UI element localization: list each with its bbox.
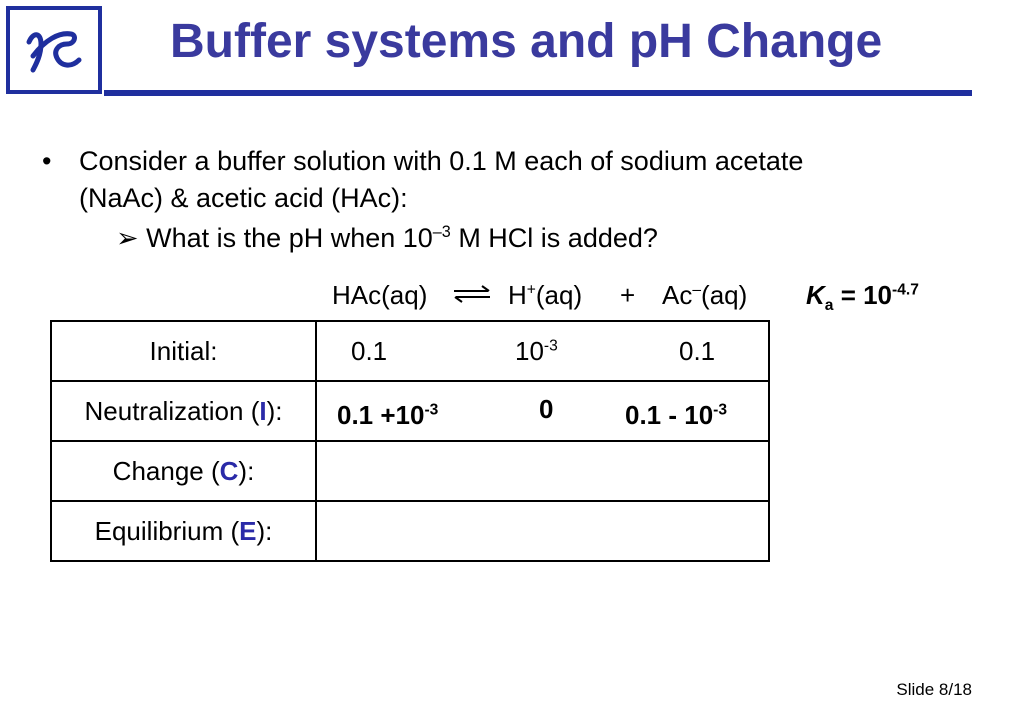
row-label-suffix: ): <box>266 395 283 426</box>
h-symbol: H <box>508 280 527 310</box>
row-label-letter: I <box>259 395 267 426</box>
row-label-initial <box>51 321 316 381</box>
ice-table <box>50 320 770 562</box>
kappa-logo-icon <box>19 20 89 80</box>
table-row <box>51 501 769 561</box>
ka-equals: = 10 <box>833 280 893 310</box>
neutral-hac <box>337 400 438 431</box>
neutral-hac-base: 0.1 +10 <box>337 400 425 430</box>
ac-phase: (aq) <box>701 280 748 310</box>
neutral-ac-base: 0.1 - 10 <box>625 400 714 430</box>
product-h <box>508 280 582 311</box>
row-label-text: Initial: <box>149 335 218 366</box>
page-title: Buffer systems and pH Change <box>170 15 883 68</box>
ac-charge: – <box>692 281 702 299</box>
ka-symbol: K <box>806 280 825 310</box>
ac-symbol: Ac <box>662 280 693 310</box>
initial-h-exp: -3 <box>543 337 558 355</box>
arrow-bullet-icon: ➢ <box>116 223 139 253</box>
row-values-initial <box>316 321 769 381</box>
product-ac <box>662 280 747 311</box>
plus-sign: + <box>620 280 636 310</box>
ka-value <box>806 280 919 315</box>
sub-bullet-item <box>116 221 658 255</box>
row-values-equilibrium <box>316 501 769 561</box>
row-label-letter: C <box>219 455 239 486</box>
row-values-change <box>316 441 769 501</box>
ka-exponent: -4.7 <box>892 281 919 299</box>
table-row <box>51 321 769 381</box>
initial-hac: 0.1 <box>351 336 388 366</box>
ka-subscript: a <box>824 297 834 315</box>
row-label-change <box>51 441 316 501</box>
title-underline <box>104 90 972 96</box>
bullet-text: Consider a buffer solution with 0.1 M each of sodium acetate (NaAc) & acetic acid (HAc): <box>79 146 804 213</box>
initial-ac: 0.1 <box>679 336 716 366</box>
row-values-neutralization <box>316 381 769 441</box>
neutral-h: 0 <box>539 394 554 424</box>
bullet-marker: • <box>42 146 52 176</box>
slide-number: Slide 8/18 <box>896 680 972 699</box>
row-label-suffix: ): <box>256 515 273 546</box>
sub-bullet-exponent: –3 <box>432 223 451 241</box>
logo <box>6 6 102 94</box>
row-label-text: Neutralization ( <box>84 395 260 426</box>
neutral-hac-exp: -3 <box>424 401 439 419</box>
neutral-ac-exp: -3 <box>713 401 728 419</box>
neutral-ac <box>625 400 727 431</box>
row-label-letter: E <box>239 515 257 546</box>
initial-h <box>515 336 558 367</box>
row-label-text: Change ( <box>112 455 220 486</box>
h-charge: + <box>526 281 536 299</box>
sub-bullet-text-end: M HCl is added? <box>450 223 658 253</box>
sub-bullet-text-start: What is the pH when 10 <box>146 223 433 253</box>
row-label-suffix: ): <box>238 455 255 486</box>
row-label-equilibrium <box>51 501 316 561</box>
table-row <box>51 381 769 441</box>
initial-h-base: 10 <box>515 336 544 366</box>
row-label-text: Equilibrium ( <box>94 515 240 546</box>
reactant: HAc(aq) <box>332 280 428 310</box>
h-phase: (aq) <box>535 280 583 310</box>
row-label-neutralization <box>51 381 316 441</box>
table-row <box>51 441 769 501</box>
equilibrium-arrows-icon <box>452 285 492 303</box>
